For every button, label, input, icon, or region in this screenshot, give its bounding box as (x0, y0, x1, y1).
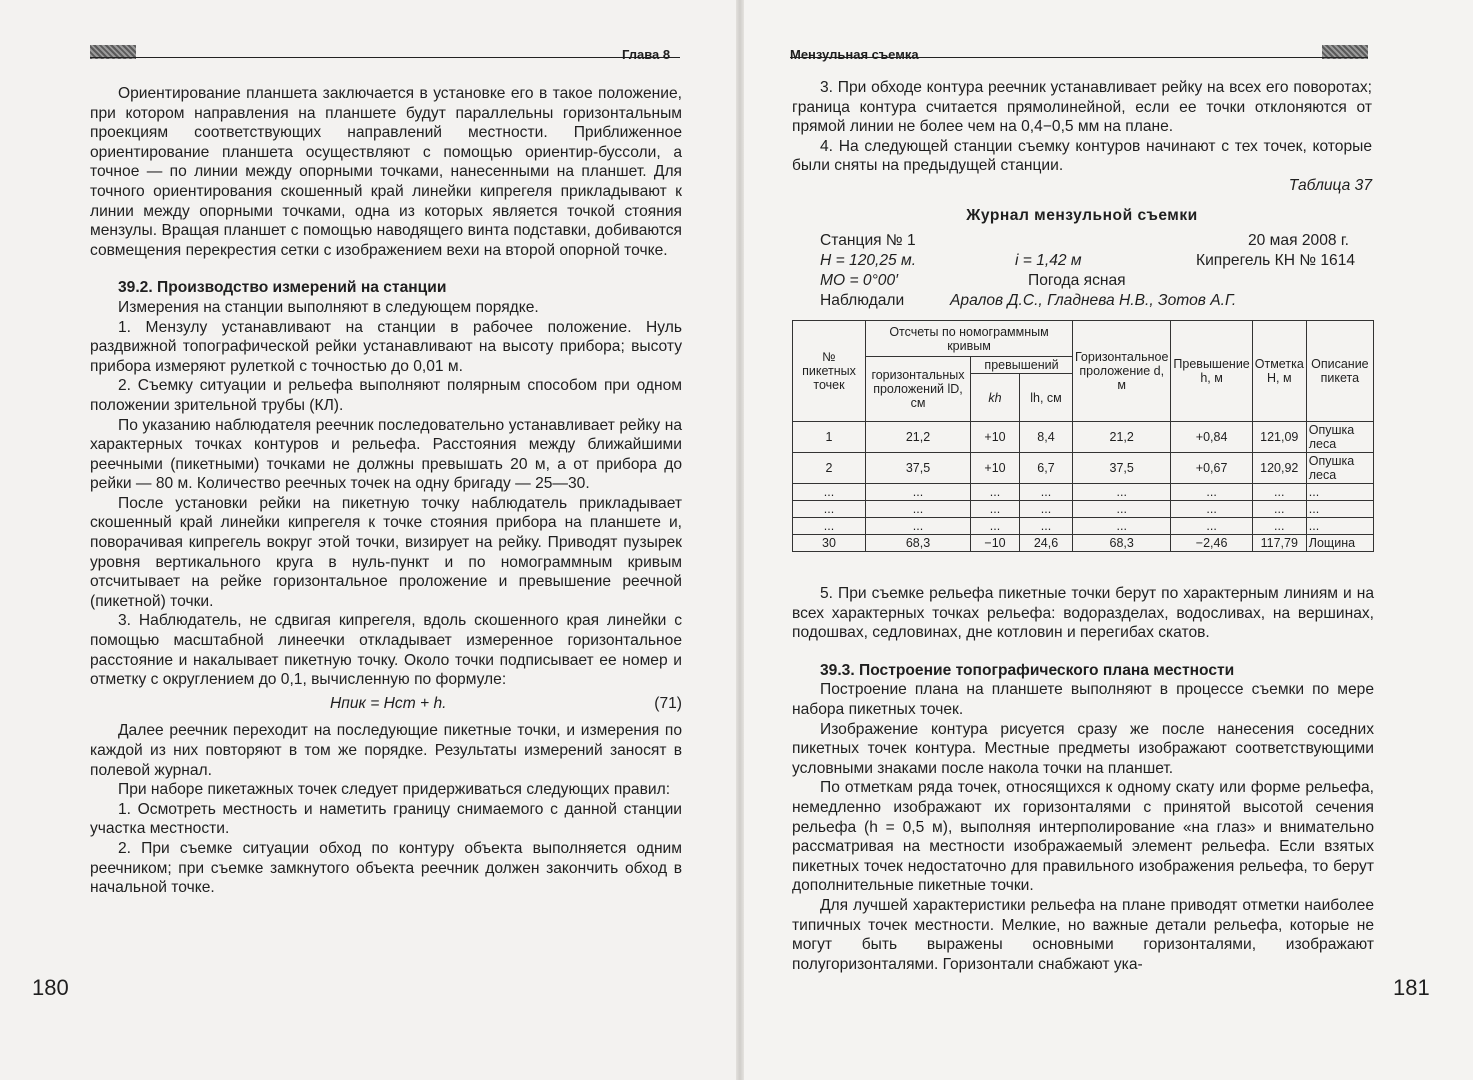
paragraph: После установки рейки на пикетную точку наблюдатель прикладывает скошенный край линейки кипрегеля к точке стояния прибора на планшете и, поворачивая кипрегель вокруг этой точки, визирует на рейку. Приводят пузырек уровня вертикального круга в нуль-пункт и по номограммным кривым отсчитывает на рейке горизонтальное проложение и превышение реечной (пикетной) точки. (90, 494, 682, 610)
table-cell: ... (1171, 484, 1252, 501)
station-height: H = 120,25 м. (820, 252, 917, 269)
table-row (793, 484, 1374, 501)
table-cell: 2 (793, 453, 866, 484)
table-cell: Опушка леса (1306, 422, 1373, 453)
table-cell: ... (971, 484, 1020, 501)
table-cell: Опушка леса (1306, 453, 1373, 484)
table-cell: ... (1306, 484, 1373, 501)
table-cell: +0,84 (1171, 422, 1252, 453)
table-cell: ... (1252, 484, 1306, 501)
table-cell: ... (866, 501, 971, 518)
table-cell: ... (1252, 518, 1306, 535)
weather: Погода ясная (1028, 272, 1126, 289)
col-header-horiz-readings: горизонтальных проложений lD, см (866, 357, 971, 422)
table-cell: ... (1073, 484, 1171, 501)
formula-number: (71) (654, 694, 682, 712)
table-cell: 121,09 (1252, 422, 1306, 453)
page-number: 181 (1393, 975, 1430, 1000)
table-row (793, 535, 1374, 552)
table-cell: ... (1020, 484, 1073, 501)
header-rule (90, 57, 680, 58)
paragraph: Изображение контура рисуется сразу же после нанесения соседних пикетных точек контура. Местные предметы изображают соответствующими условными знаками после накола точки на планшет. (792, 720, 1374, 777)
table-cell: 117,79 (1252, 535, 1306, 552)
section-heading: 39.3. Построение топографического плана местности (820, 661, 1235, 679)
mo-value: MO = 0°00′ (820, 272, 899, 289)
table-cell: ... (1306, 501, 1373, 518)
table-cell: 68,3 (1073, 535, 1171, 552)
paragraph: По отметкам ряда точек, относящихся к одному скату или форме рельефа, немедленно изображают их горизонталями с принятой высотой сечения рельефа (h = 0,5 м), выполняя интерполирование «на глаз» и внимательно рассматривая на местности изображаемый элемент рельефа. Если взятых пикетных точек недостаточно для правильного изображения рельефа, то берут дополнительные пикетные точки. (792, 779, 1374, 895)
table-cell: ... (1073, 501, 1171, 518)
table-cell: −10 (971, 535, 1020, 552)
table-cell: 6,7 (1020, 453, 1073, 484)
col-header-exceed-readings: превышений (971, 357, 1073, 374)
paragraph: 2. Съемку ситуации и рельефа выполняют полярным способом при одном положении зрительной трубы (КЛ). (90, 377, 682, 414)
page-number: 180 (32, 975, 69, 1000)
table-cell: ... (793, 501, 866, 518)
table-cell: Лощина (1306, 535, 1373, 552)
paragraph: При наборе пикетажных точек следует придерживаться следующих правил: (118, 781, 671, 799)
table-cell: 37,5 (1073, 453, 1171, 484)
table-cell: 68,3 (866, 535, 971, 552)
col-header-lh: lh, см (1020, 374, 1073, 422)
journal-title: Журнал мензульной съемки (966, 206, 1198, 224)
table-cell: +0,67 (1171, 453, 1252, 484)
paragraph: По указанию наблюдателя реечник последовательно устанавливает рейку на характерных точках контуров и рельефа. Расстояния между ближайшими реечными (пикетными) точками не должны превышать 20 м, а от прибора до рейки — 80 м. Количество реечных точек на одну бригаду — 25—30. (90, 416, 682, 493)
table-cell: 21,2 (1073, 422, 1171, 453)
table-label: Таблица 37 (1288, 176, 1372, 194)
table-body (793, 422, 1374, 552)
col-header-description: Описание пикета (1306, 321, 1373, 422)
right-text-top (792, 78, 1372, 225)
observers-label: Наблюдали (820, 292, 905, 309)
table-cell: ... (1252, 501, 1306, 518)
table-cell: +10 (971, 453, 1020, 484)
paragraph: 3. Наблюдатель, не сдвигая кипрегеля, вдоль скошенного края линейки с помощью масштабной линеечки откладывает измеренное горизонтальное расстояние и накалывает пикетную точку. Около точки подписывает ее номер и отметку с округлением до 0,1, вычисленную по формуле: (90, 612, 682, 689)
col-header-number: № пикетных точек (793, 321, 866, 422)
book-fold (736, 0, 744, 1080)
paragraph: Далее реечник переходит на последующие пикетные точки, и измерения по каждой из них повторяют в том же порядке. Результаты измерений заносят в полевой журнал. (90, 722, 682, 779)
paragraph: Измерения на станции выполняют в следующем порядке. (118, 298, 539, 316)
col-header-exceedance: Превышение h, м (1171, 321, 1252, 422)
table-cell: ... (1171, 518, 1252, 535)
col-header-mark: Отметка H, м (1252, 321, 1306, 422)
table-cell: ... (1020, 501, 1073, 518)
table-cell: ... (1073, 518, 1171, 535)
table-cell: 21,2 (866, 422, 971, 453)
date: 20 мая 2008 г. (1248, 232, 1349, 249)
right-text-bottom (792, 584, 1374, 974)
table-cell: ... (971, 518, 1020, 535)
paragraph: 1. Осмотреть местность и наметить границу снимаемого с данной станции участка местности. (90, 800, 682, 838)
table-cell: ... (866, 518, 971, 535)
table-cell: −2,46 (1171, 535, 1252, 552)
table-cell: ... (793, 518, 866, 535)
left-text-column (90, 84, 682, 898)
table-cell: ... (1020, 518, 1073, 535)
station: Станция № 1 (820, 232, 916, 249)
paragraph: 2. При съемке ситуации обход по контуру объекта выполняется одним реечником; при съемке замкнутого объекта реечник должен закончить обход в начальной точке. (90, 839, 682, 897)
section-header: Мензульная съемка (790, 47, 919, 62)
paragraph: 4. На следующей станции съемку контуров начинают с тех точек, которые были сняты на предыдущей станции. (792, 137, 1372, 175)
table-cell: +10 (971, 422, 1020, 453)
col-header-horizontal: Горизонтальное проложение d, м (1073, 321, 1171, 422)
chapter-header: Глава 8 (622, 47, 671, 62)
table-cell: ... (1171, 501, 1252, 518)
kipregel: Кипрегель КН № 1614 (1196, 252, 1356, 269)
table-cell: 30 (793, 535, 866, 552)
section-heading: 39.2. Производство измерений на станции (118, 279, 447, 297)
paragraph: 3. При обходе контура реечник устанавливает рейку на всех его поворотах; граница контура считается прямолинейной, если ее точки отклоняются от прямой линии не более чем на 0,4−0,5 мм на плане. (792, 79, 1372, 136)
table-row (793, 422, 1374, 453)
table-cell: ... (793, 484, 866, 501)
table-cell: ... (971, 501, 1020, 518)
table-row (793, 453, 1374, 484)
paragraph: Ориентирование планшета заключается в установке его в такое положение, при котором направления на планшете будут параллельны горизонтальным проекциям соответствующих направлений местности. Приближенное ориентирование планшета осуществляют с помощью ориентир-буссоли, а точное — по линии между опорными точками, нанесенными на планшет. Для точного ориентирования скошенный край линейки кипрегеля прикладывают к линии между опорными точками, одна из которых является точкой стояния мензулы. Вращая планшет с помощью наводящего винта подставки, добиваются совмещения перекрестия сетки с изображением вехи на второй опорной точке. (90, 85, 682, 259)
table-cell: 24,6 (1020, 535, 1073, 552)
observers: Аралов Д.С., Гладнева Н.В., Зотов А.Г. (950, 292, 1237, 309)
paragraph: Для лучшей характеристики рельефа на плане приводят отметки наиболее типичных точек местности. Мелкие, но важные детали рельефа, которые не могут быть выражены основными горизонталями, изображают полугоризонталями. Горизонтали снабжают ука- (792, 896, 1374, 973)
table-cell: 120,92 (1252, 453, 1306, 484)
paragraph: 1. Мензулу устанавливают на станции в рабочее положение. Нуль раздвижной топографической рейки устанавливают на высоту прибора; высоту прибора измеряют рулеткой с точностью до 0,01 м. (90, 318, 682, 375)
table-cell: 1 (793, 422, 866, 453)
formula (90, 690, 682, 722)
table-cell: 37,5 (866, 453, 971, 484)
col-header-readings: Отсчеты по номограммным кривым (866, 321, 1073, 357)
paragraph: Построение плана на планшете выполняют в процессе съемки по мере набора пикетных точек. (792, 681, 1374, 718)
table-row (793, 518, 1374, 535)
table-cell: ... (866, 484, 971, 501)
instrument-height: i = 1,42 м (1015, 252, 1082, 269)
paragraph: 5. При съемке рельефа пикетные точки берут по характерным линиям и на всех характерных точках рельефа: водоразделах, водосливах, на вершинах, подошвах, седловинах, дне котловин и перегибах скатов. (792, 585, 1374, 642)
col-header-kh: kh (971, 374, 1020, 422)
table-cell: 8,4 (1020, 422, 1073, 453)
table-cell: ... (1306, 518, 1373, 535)
survey-journal-table (792, 320, 1374, 552)
formula-expression: Hпик = Hст + h. (330, 694, 447, 712)
table-row (793, 501, 1374, 518)
